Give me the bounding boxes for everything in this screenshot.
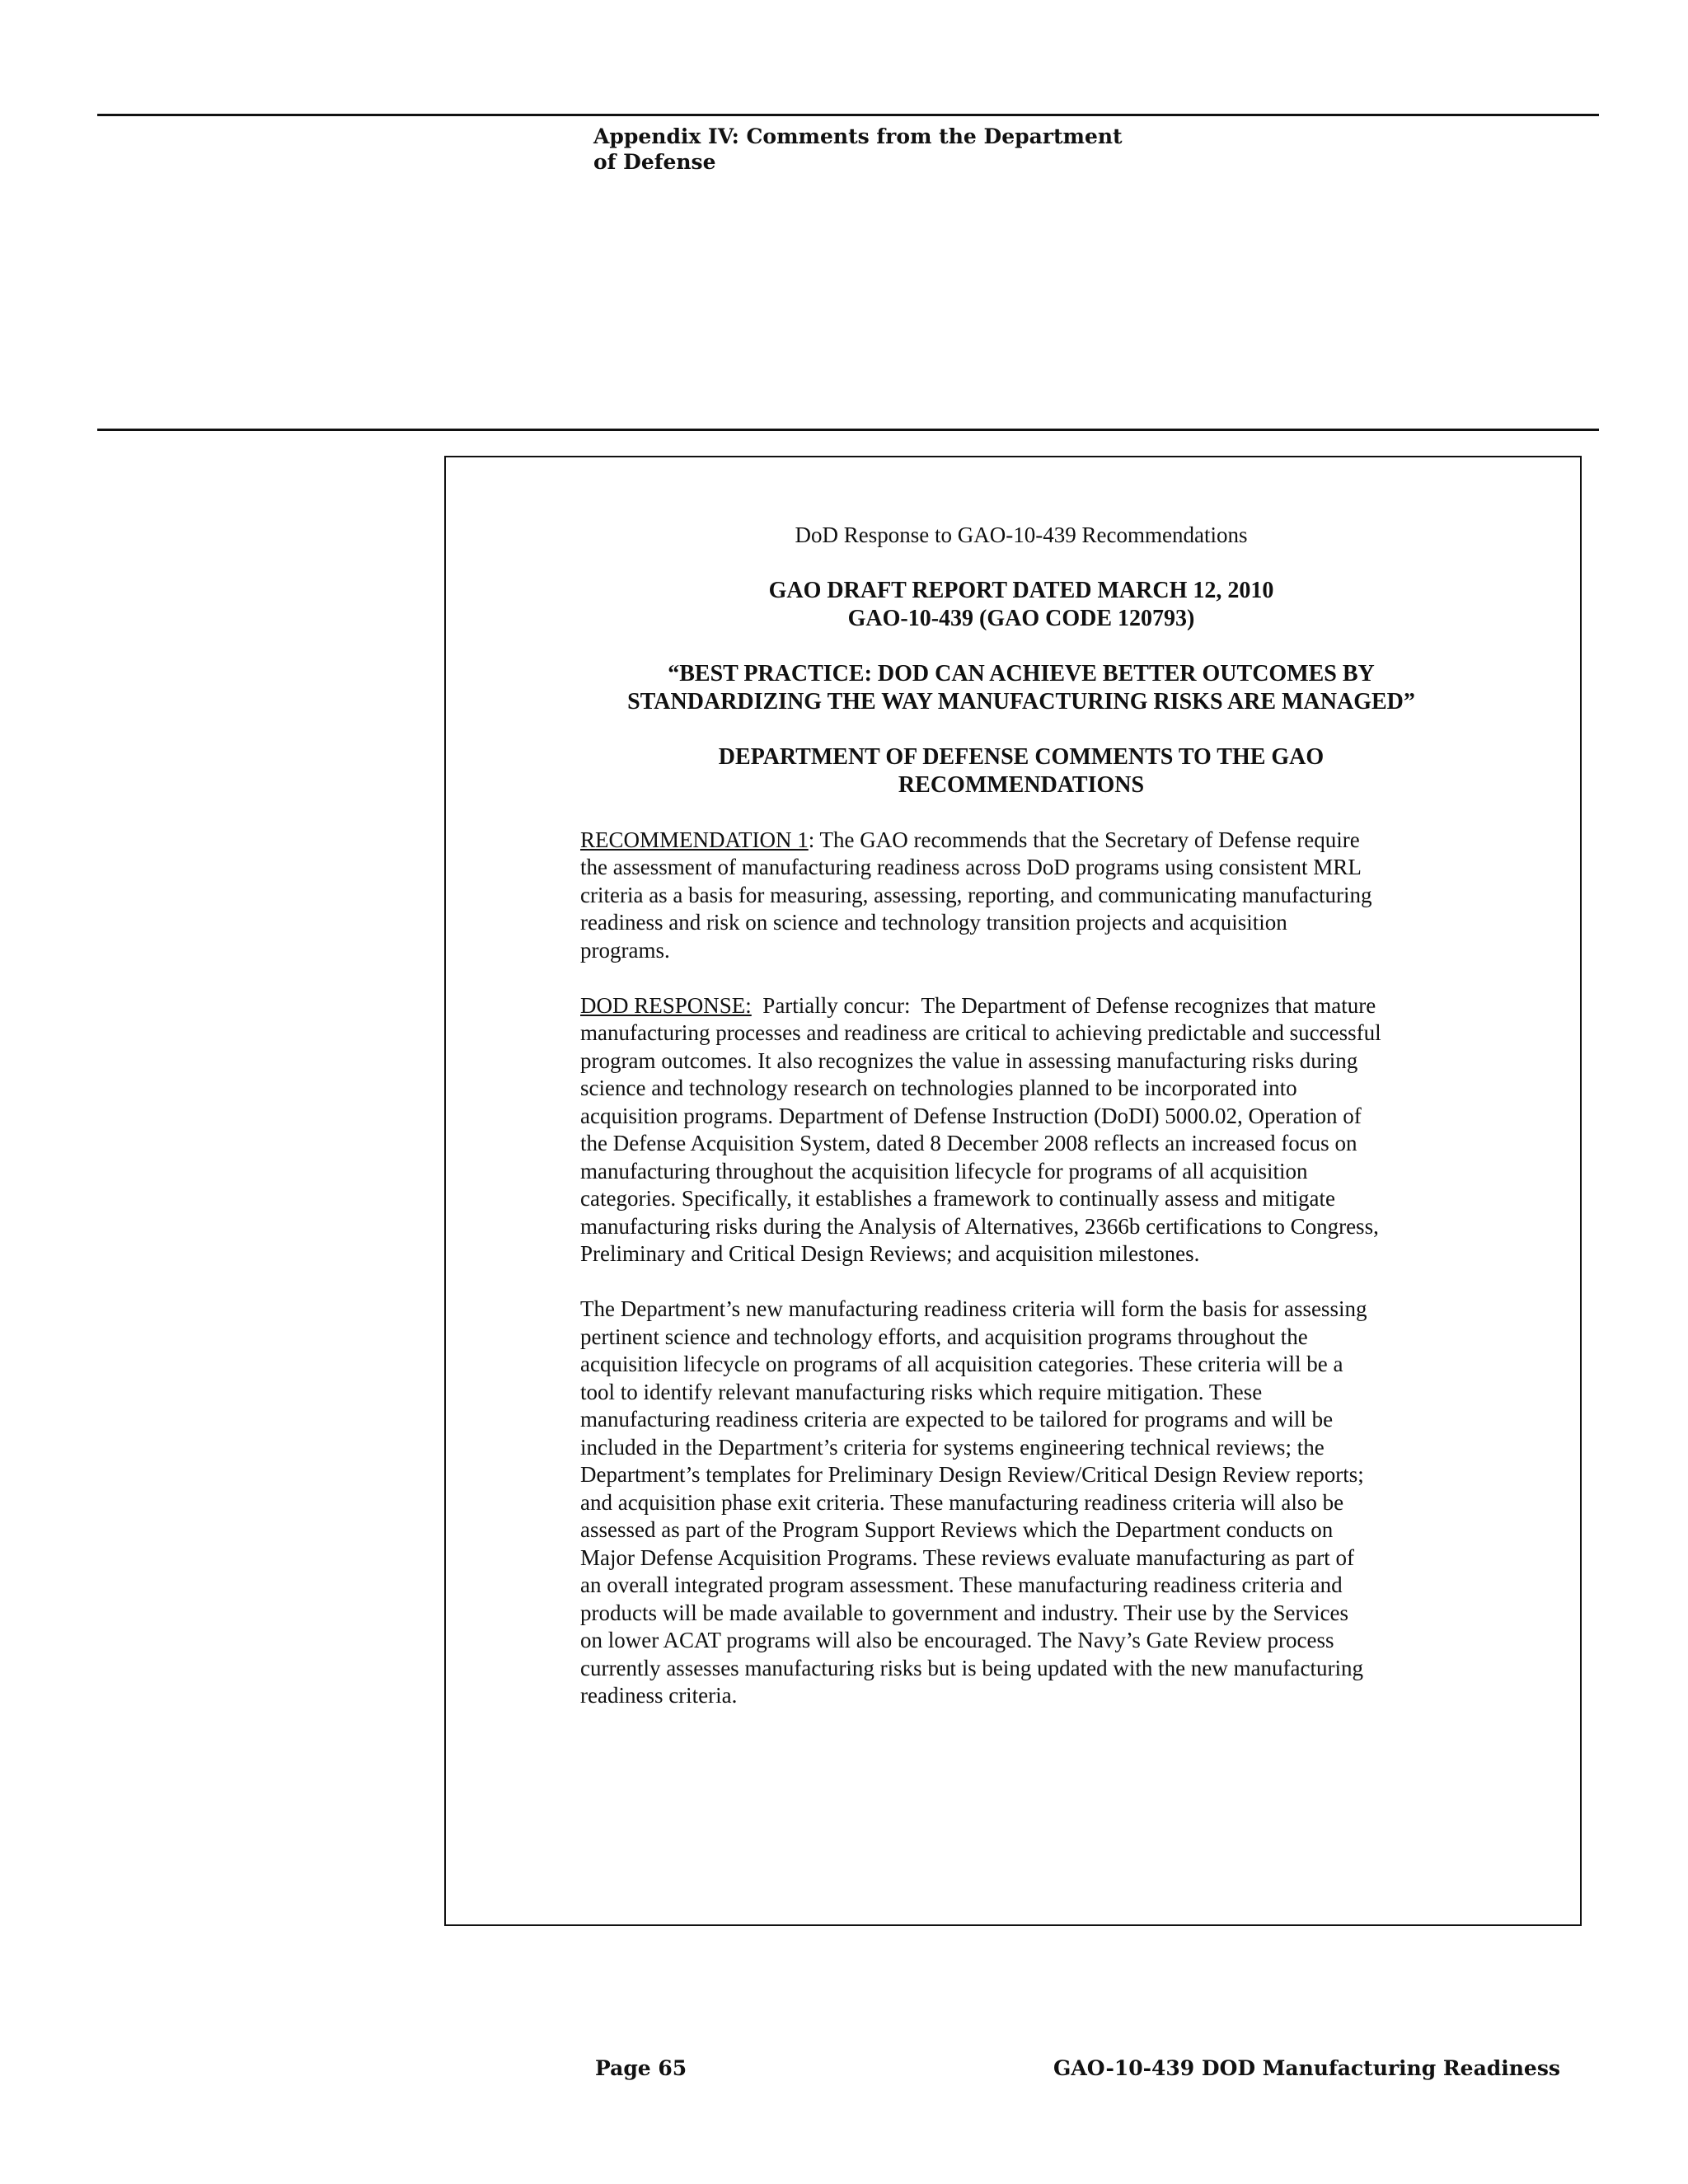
response-line: manufacturing throughout the acquisition lifecycle for programs of all acquisition (580, 1158, 1308, 1183)
response-line: acquisition programs. Department of Defense Instruction (DoDI) 5000.02, Operation of (580, 1103, 1362, 1128)
report-name (580, 660, 1462, 716)
body-line: and acquisition phase exit criteria. These manufacturing readiness criteria will also be (580, 1489, 1344, 1515)
dod-response-paragraph (580, 992, 1462, 1268)
comments-heading-line-1: DEPARTMENT OF DEFENSE COMMENTS TO THE GAO (718, 743, 1325, 770)
header-bottom-rule (97, 429, 1599, 431)
recommendation-line: criteria as a basis for measuring, assessing, reporting, and communicating manufacturing (580, 882, 1372, 907)
body-line: readiness criteria. (580, 1683, 738, 1708)
letter-subtitle: DoD Response to GAO-10-439 Recommendations (795, 523, 1248, 547)
recommendation-text: : The GAO recommends that the Secretary of Defense require (808, 827, 1360, 852)
body-line: Department’s templates for Preliminary Design Review/Critical Design Review reports; (580, 1462, 1364, 1487)
comments-heading (580, 743, 1462, 799)
recommendation-line: readiness and risk on science and technology transition projects and acquisition (580, 910, 1287, 935)
footer-page-number: Page 65 (595, 2056, 687, 2080)
recommendation-line (580, 827, 1462, 855)
response-text: Partially concur: The Department of Defense recognizes that mature (751, 992, 1376, 1018)
body-line: included in the Department’s criteria for systems engineering technical reviews; the (580, 1434, 1325, 1460)
header-top-rule (97, 114, 1599, 116)
footer-report-id: GAO-10-439 DOD Manufacturing Readiness (1053, 2056, 1560, 2080)
body-line: pertinent science and technology efforts, and acquisition programs throughout the (580, 1324, 1308, 1349)
body-line: an overall integrated program assessment. These manufacturing readiness criteria and (580, 1572, 1343, 1597)
recommendation-paragraph (580, 827, 1462, 965)
response-line (580, 992, 1462, 1020)
report-title-line-2: GAO-10-439 (GAO CODE 120793) (847, 605, 1195, 631)
recommendation-line: programs. (580, 937, 670, 963)
report-name-line-1: “BEST PRACTICE: DOD CAN ACHIEVE BETTER OUTCOMES BY (668, 660, 1375, 687)
response-line: program outcomes. It also recognizes the value in assessing manufacturing risks during (580, 1047, 1358, 1073)
report-title-line-1: GAO DRAFT REPORT DATED MARCH 12, 2010 (768, 577, 1274, 603)
body-line: products will be made available to government and industry. Their use by the Services (580, 1600, 1349, 1625)
body-line: The Department’s new manufacturing readiness criteria will form the basis for assessing (580, 1296, 1367, 1321)
body-line: on lower ACAT programs will also be encouraged. The Navy’s Gate Review process (580, 1628, 1334, 1652)
body-line: assessed as part of the Program Support Reviews which the Department conducts on (580, 1517, 1334, 1542)
appendix-heading-line-2: of Defense (593, 150, 716, 174)
body-line: acquisition lifecycle on programs of all acquisition categories. These criteria will be a (580, 1352, 1343, 1376)
recommendation-label: RECOMMENDATION 1 (580, 827, 809, 852)
response-line: Preliminary and Critical Design Reviews; and acquisition milestones. (580, 1241, 1200, 1266)
response-line: manufacturing processes and readiness are critical to achieving predictable and successful (580, 1020, 1381, 1045)
comments-heading-line-2: RECOMMENDATIONS (898, 771, 1145, 798)
response-line: science and technology research on technologies planned to be incorporated into (580, 1076, 1297, 1100)
response-line: the Defense Acquisition System, dated 8 December 2008 reflects an increased focus on (580, 1131, 1357, 1155)
criteria-paragraph (580, 1296, 1462, 1710)
appendix-heading (593, 124, 1170, 175)
letter-content (580, 522, 1462, 1737)
appendix-heading-line-1: Appendix IV: Comments from the Department (593, 124, 1123, 148)
body-line: manufacturing readiness criteria are expected to be tailored for programs and will be (580, 1407, 1334, 1432)
response-label: DOD RESPONSE: (580, 992, 752, 1018)
body-line: Major Defense Acquisition Programs. These reviews evaluate manufacturing as part of (580, 1544, 1354, 1570)
response-line: categories. Specifically, it establishes a framework to continually assess and mitigate (580, 1186, 1335, 1211)
report-name-line-2: STANDARDIZING THE WAY MANUFACTURING RISKS ARE MANAGED” (627, 688, 1415, 715)
report-title (580, 577, 1462, 633)
recommendation-line: the assessment of manufacturing readiness across DoD programs using consistent MRL (580, 855, 1362, 879)
body-line: tool to identify relevant manufacturing risks which require mitigation. These (580, 1379, 1263, 1404)
response-line: manufacturing risks during the Analysis of Alternatives, 2366b certifications to Congress, (580, 1213, 1379, 1239)
body-line: currently assesses manufacturing risks but is being updated with the new manufacturing (580, 1655, 1364, 1680)
